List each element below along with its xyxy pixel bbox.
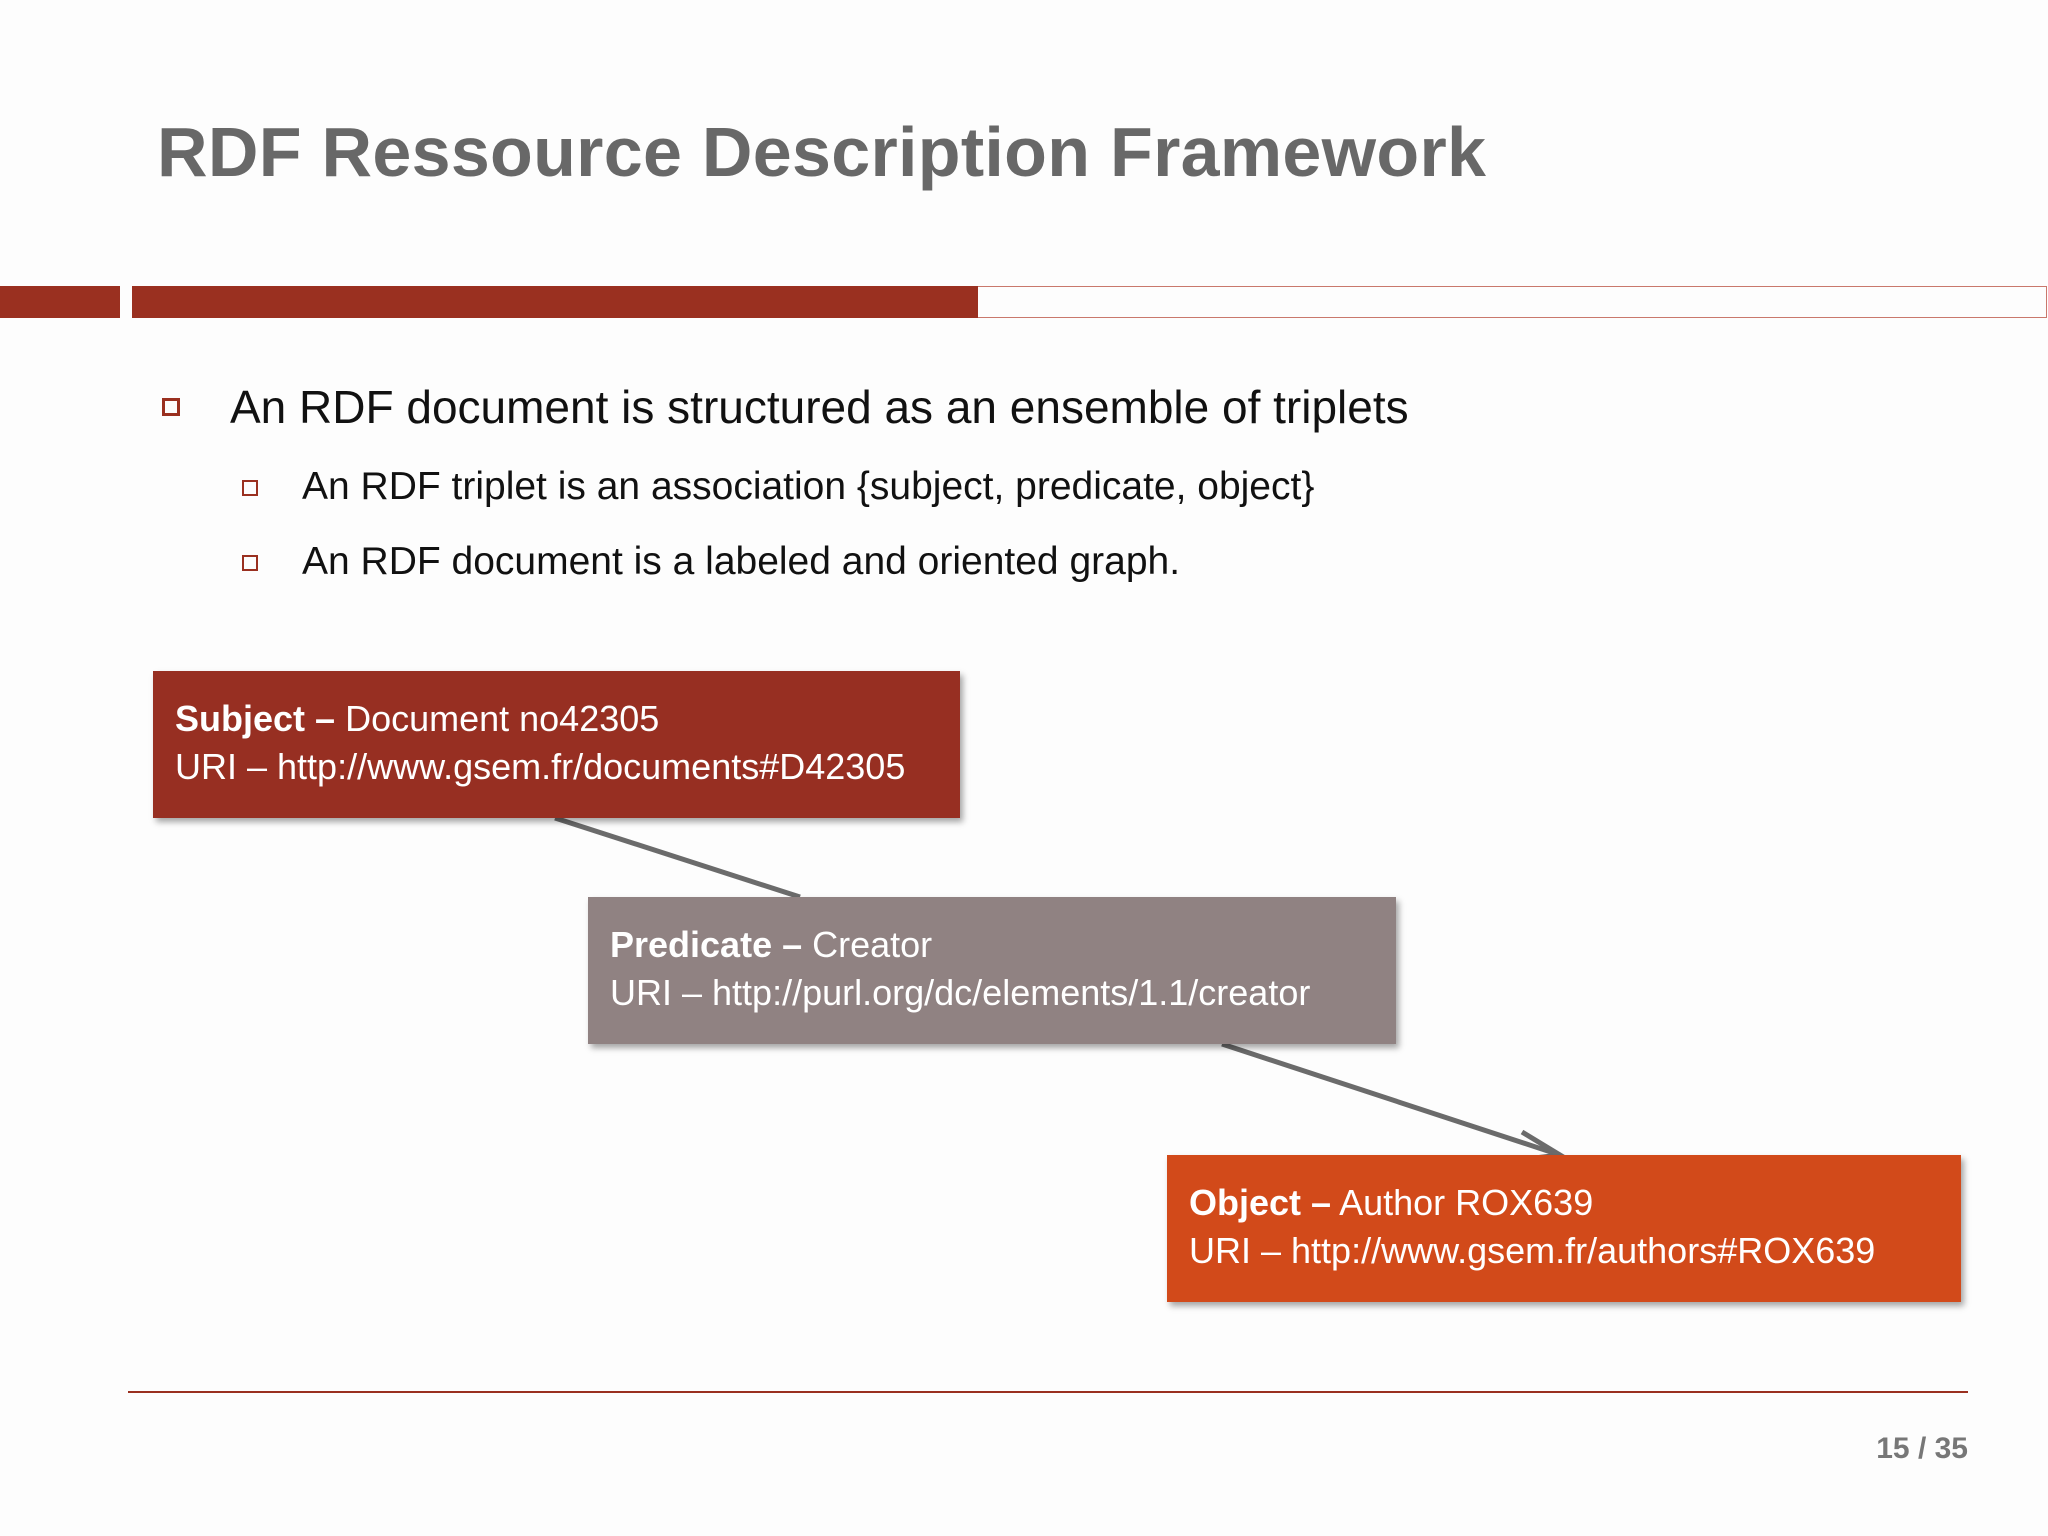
object-label: Object – xyxy=(1189,1182,1332,1223)
predicate-uri-line xyxy=(610,969,1374,1017)
title-underline-left-segment xyxy=(0,286,120,318)
subject-value: Document no42305 xyxy=(335,698,660,739)
object-uri: http://www.gsem.fr/authors#ROX639 xyxy=(1291,1230,1876,1271)
object-box xyxy=(1167,1155,1961,1302)
square-bullet-icon xyxy=(162,398,180,416)
page-current: 15 xyxy=(1876,1432,1910,1465)
object-line xyxy=(1189,1179,1939,1227)
object-uri-label: URI – xyxy=(1189,1230,1292,1271)
slide-title: RDF Ressource Description Framework xyxy=(157,113,1487,191)
predicate-to-object-connector xyxy=(1222,1044,1560,1155)
square-bullet-icon xyxy=(242,555,258,571)
predicate-value: Creator xyxy=(802,924,933,965)
predicate-label: Predicate – xyxy=(610,924,803,965)
subject-box xyxy=(153,671,960,818)
page-number xyxy=(1876,1432,1968,1466)
bullet-item-main xyxy=(158,375,1409,439)
predicate-uri-label: URI – xyxy=(610,972,713,1013)
bullet-item-sub xyxy=(158,524,1409,599)
footer-divider xyxy=(128,1391,1968,1393)
bullet-text: An RDF document is structured as an ensemble of triplets xyxy=(230,381,1409,433)
subject-uri-line xyxy=(175,743,938,791)
predicate-uri: http://purl.org/dc/elements/1.1/creator xyxy=(712,972,1311,1013)
object-value: Author ROX639 xyxy=(1331,1182,1594,1223)
bullet-item-sub xyxy=(158,449,1409,524)
subject-line xyxy=(175,695,938,743)
predicate-line xyxy=(610,921,1374,969)
subject-uri: http://www.gsem.fr/documents#D42305 xyxy=(277,746,906,787)
title-underline-outline xyxy=(978,286,2047,318)
bullet-list xyxy=(158,375,1409,599)
square-bullet-icon xyxy=(242,480,258,496)
title-underline-bar xyxy=(132,286,978,318)
subject-label: Subject – xyxy=(175,698,336,739)
page-total: 35 xyxy=(1934,1432,1968,1465)
subject-to-predicate-connector xyxy=(555,818,800,897)
bullet-text: An RDF document is a labeled and oriented graph. xyxy=(302,540,1181,583)
predicate-box xyxy=(588,897,1396,1044)
bullet-text: An RDF triplet is an association {subject, predicate, object} xyxy=(302,465,1315,508)
page-separator: / xyxy=(1909,1432,1935,1465)
subject-uri-label: URI – xyxy=(175,746,278,787)
object-uri-line xyxy=(1189,1227,1939,1275)
